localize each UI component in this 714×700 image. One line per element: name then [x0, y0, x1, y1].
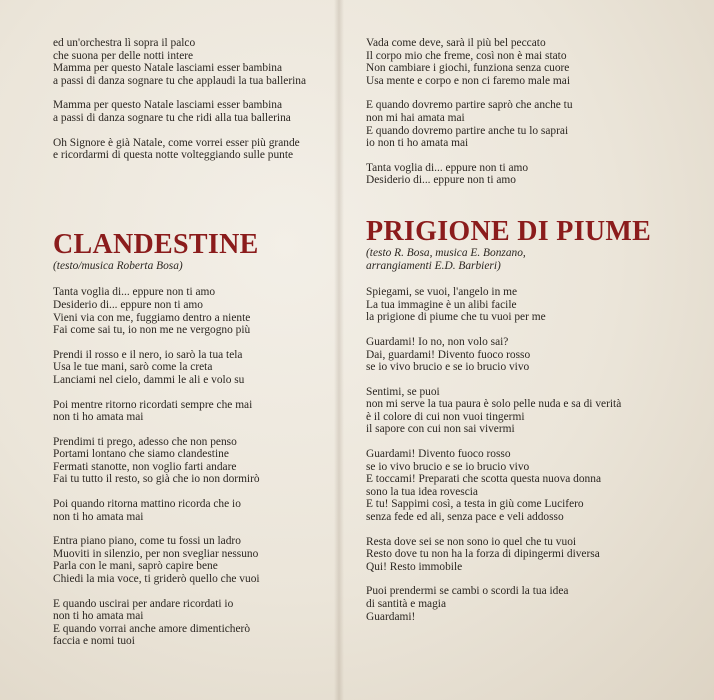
stanza — [53, 99, 338, 124]
stanza — [366, 386, 696, 436]
lyric-line: E toccami! Preparati che scotta questa nuova donna — [366, 473, 601, 486]
lyric-line: Poi quando ritorna mattino ricorda che io — [53, 498, 241, 511]
lyric-line: faccia e nomi tuoi — [53, 635, 135, 648]
credit-line: (testo/musica Roberta Bosa) — [53, 259, 183, 272]
stanza — [366, 448, 696, 524]
lyric-line: Qui! Resto immobile — [366, 560, 463, 573]
lyric-line: la prigione di piume che tu vuoi per me — [366, 311, 546, 324]
lyric-line: Chiedi la mia voce, ti griderò quello che vuoi — [53, 573, 260, 586]
lyric-line: Vieni via con me, fuggiamo dentro a niente — [53, 311, 251, 324]
song-lyrics-prigione-di-piume — [366, 286, 696, 623]
lyric-line: Resta dove sei se non sono io quel che tu vuoi — [366, 535, 577, 548]
lyric-line: Tanta voglia di... eppure non ti amo — [53, 286, 216, 299]
lyric-line: Poi mentre ritorno ricordati sempre che mai — [53, 398, 253, 411]
stanza — [366, 37, 696, 87]
lyric-line: Prendi il rosso e il nero, io sarò la tua tela — [53, 348, 243, 361]
lyric-line: Non cambiare i giochi, funziona senza cuore — [366, 62, 570, 75]
right-intro-lyrics — [366, 37, 696, 187]
lyric-line: a passi di danza sognare tu che applaudi la tua ballerina — [53, 74, 307, 87]
lyric-line: è il colore di cui non vuoi tingermi — [366, 410, 525, 423]
stanza — [53, 37, 338, 87]
lyric-line: che suona per delle notti intere — [53, 49, 194, 62]
lyric-line: Fermati stanotte, non voglio farti andare — [53, 460, 237, 473]
lyric-line: E quando dovremo partire anche tu lo saprai — [366, 124, 569, 137]
stanza — [53, 598, 338, 648]
lyric-line: se io vivo brucio e se io brucio vivo — [366, 361, 530, 374]
lyric-line: Guardami! — [366, 610, 416, 623]
song-title-clandestine: CLANDESTINE — [53, 228, 259, 260]
credit-line: arrangiamenti E.D. Barbieri) — [366, 259, 501, 272]
lyric-line: Dai, guardami! Divento fuoco rosso — [366, 348, 531, 361]
left-column — [53, 37, 338, 660]
lyric-line: Guardami! Io no, non volo sai? — [366, 335, 509, 348]
lyric-line: a passi di danza sognare tu che ridi alla tua ballerina — [53, 111, 291, 124]
lyric-line: ed un'orchestra lì sopra il palco — [53, 37, 196, 49]
lyric-line: non ti ho amata mai — [53, 610, 144, 623]
lyric-line: Mamma per questo Natale lasciami esser bambina — [53, 62, 282, 75]
stanza — [366, 336, 696, 374]
lyric-line: Usa mente e corpo e non ci faremo male mai — [366, 74, 570, 87]
lyric-line: non ti ho amata mai — [53, 411, 144, 424]
lyric-line: Parla con le mani, saprò capire bene — [53, 560, 218, 573]
lyric-line: non mi hai amata mai — [366, 111, 465, 124]
stanza — [53, 399, 338, 424]
stanza — [53, 535, 338, 585]
song-lyrics-clandestine — [53, 286, 338, 648]
lyric-line: Il corpo mio che freme, così non è mai stato — [366, 49, 567, 62]
stanza — [53, 436, 338, 486]
stanza — [366, 536, 696, 574]
stanza — [53, 286, 338, 336]
stanza — [366, 99, 696, 149]
lyric-line: Resto dove tu non ha la forza di dipingermi diversa — [366, 548, 600, 561]
song-credits-prigione-di-piume — [366, 247, 696, 272]
lyric-line: E quando vorrai anche amore dimenticherò — [53, 622, 251, 635]
credit-line: (testo R. Bosa, musica E. Bonzano, — [366, 246, 526, 259]
lyric-line: senza fede ed ali, senza pace e veli addosso — [366, 511, 564, 524]
stanza — [366, 585, 696, 623]
song-title-prigione-di-piume: PRIGIONE DI PIUME — [366, 215, 652, 247]
lyric-line: Vada come deve, sarà il più bel peccato — [366, 37, 546, 49]
lyric-line: E quando dovremo partire saprò che anche tu — [366, 99, 573, 112]
stanza — [53, 137, 338, 162]
lyric-line: se io vivo brucio e se io brucio vivo — [366, 460, 530, 473]
lyric-line: Guardami! Divento fuoco rosso — [366, 448, 511, 461]
left-intro-lyrics — [53, 37, 338, 162]
lyric-line: E tu! Sappimi così, a testa in giù come Lucifero — [366, 498, 584, 511]
lyric-line: Tanta voglia di... eppure non ti amo — [366, 161, 529, 174]
lyric-line: Usa le tue mani, sarò come la creta — [53, 361, 213, 374]
lyric-line: Entra piano piano, come tu fossi un ladro — [53, 535, 241, 548]
lyric-line: Fai come sai tu, io non me ne vergogno più — [53, 324, 251, 337]
lyric-line: di santità e magia — [366, 598, 447, 610]
lyric-line: Prendimi ti prego, adesso che non penso — [53, 435, 237, 448]
stanza — [53, 349, 338, 387]
lyric-line: io non ti ho amata mai — [366, 137, 469, 150]
lyric-line: Spiegami, se vuoi, l'angelo in me — [366, 286, 518, 299]
lyric-line: Fai tu tutto il resto, so già che io non dormirò — [53, 473, 260, 486]
lyric-line: La tua immagine è un alibi facile — [366, 298, 517, 311]
stanza — [366, 162, 696, 187]
lyric-line: non mi serve la tua paura è solo pelle nuda e sa di verità — [366, 398, 622, 411]
lyric-line: Sentimi, se puoi — [366, 385, 440, 398]
lyric-line: Desiderio di... eppure non ti amo — [53, 298, 203, 311]
lyric-line: Desiderio di... eppure non ti amo — [366, 174, 516, 187]
lyric-line: Mamma per questo Natale lasciami esser bambina — [53, 99, 282, 112]
song-credits-clandestine — [53, 260, 338, 273]
right-column — [366, 37, 696, 635]
lyric-line: Portami lontano che siamo clandestine — [53, 448, 229, 461]
stanza — [366, 286, 696, 324]
lyric-line: E quando uscirai per andare ricordati io — [53, 597, 234, 610]
lyric-line: Muoviti in silenzio, per non svegliar nessuno — [53, 547, 259, 560]
stanza — [53, 498, 338, 523]
lyric-line: sono la tua idea rovescia — [366, 485, 478, 498]
lyric-line: Puoi prendermi se cambi o scordi la tua idea — [366, 585, 569, 598]
lyric-line: non ti ho amata mai — [53, 510, 144, 523]
lyric-line: Lanciami nel cielo, dammi le ali e volo su — [53, 373, 245, 386]
lyric-line: e ricordarmi di questa notte volteggiando sulle punte — [53, 149, 294, 162]
lyric-line: il sapore con cui non sai vivermi — [366, 423, 515, 436]
lyric-line: Oh Signore è già Natale, come vorrei esser più grande — [53, 136, 300, 149]
